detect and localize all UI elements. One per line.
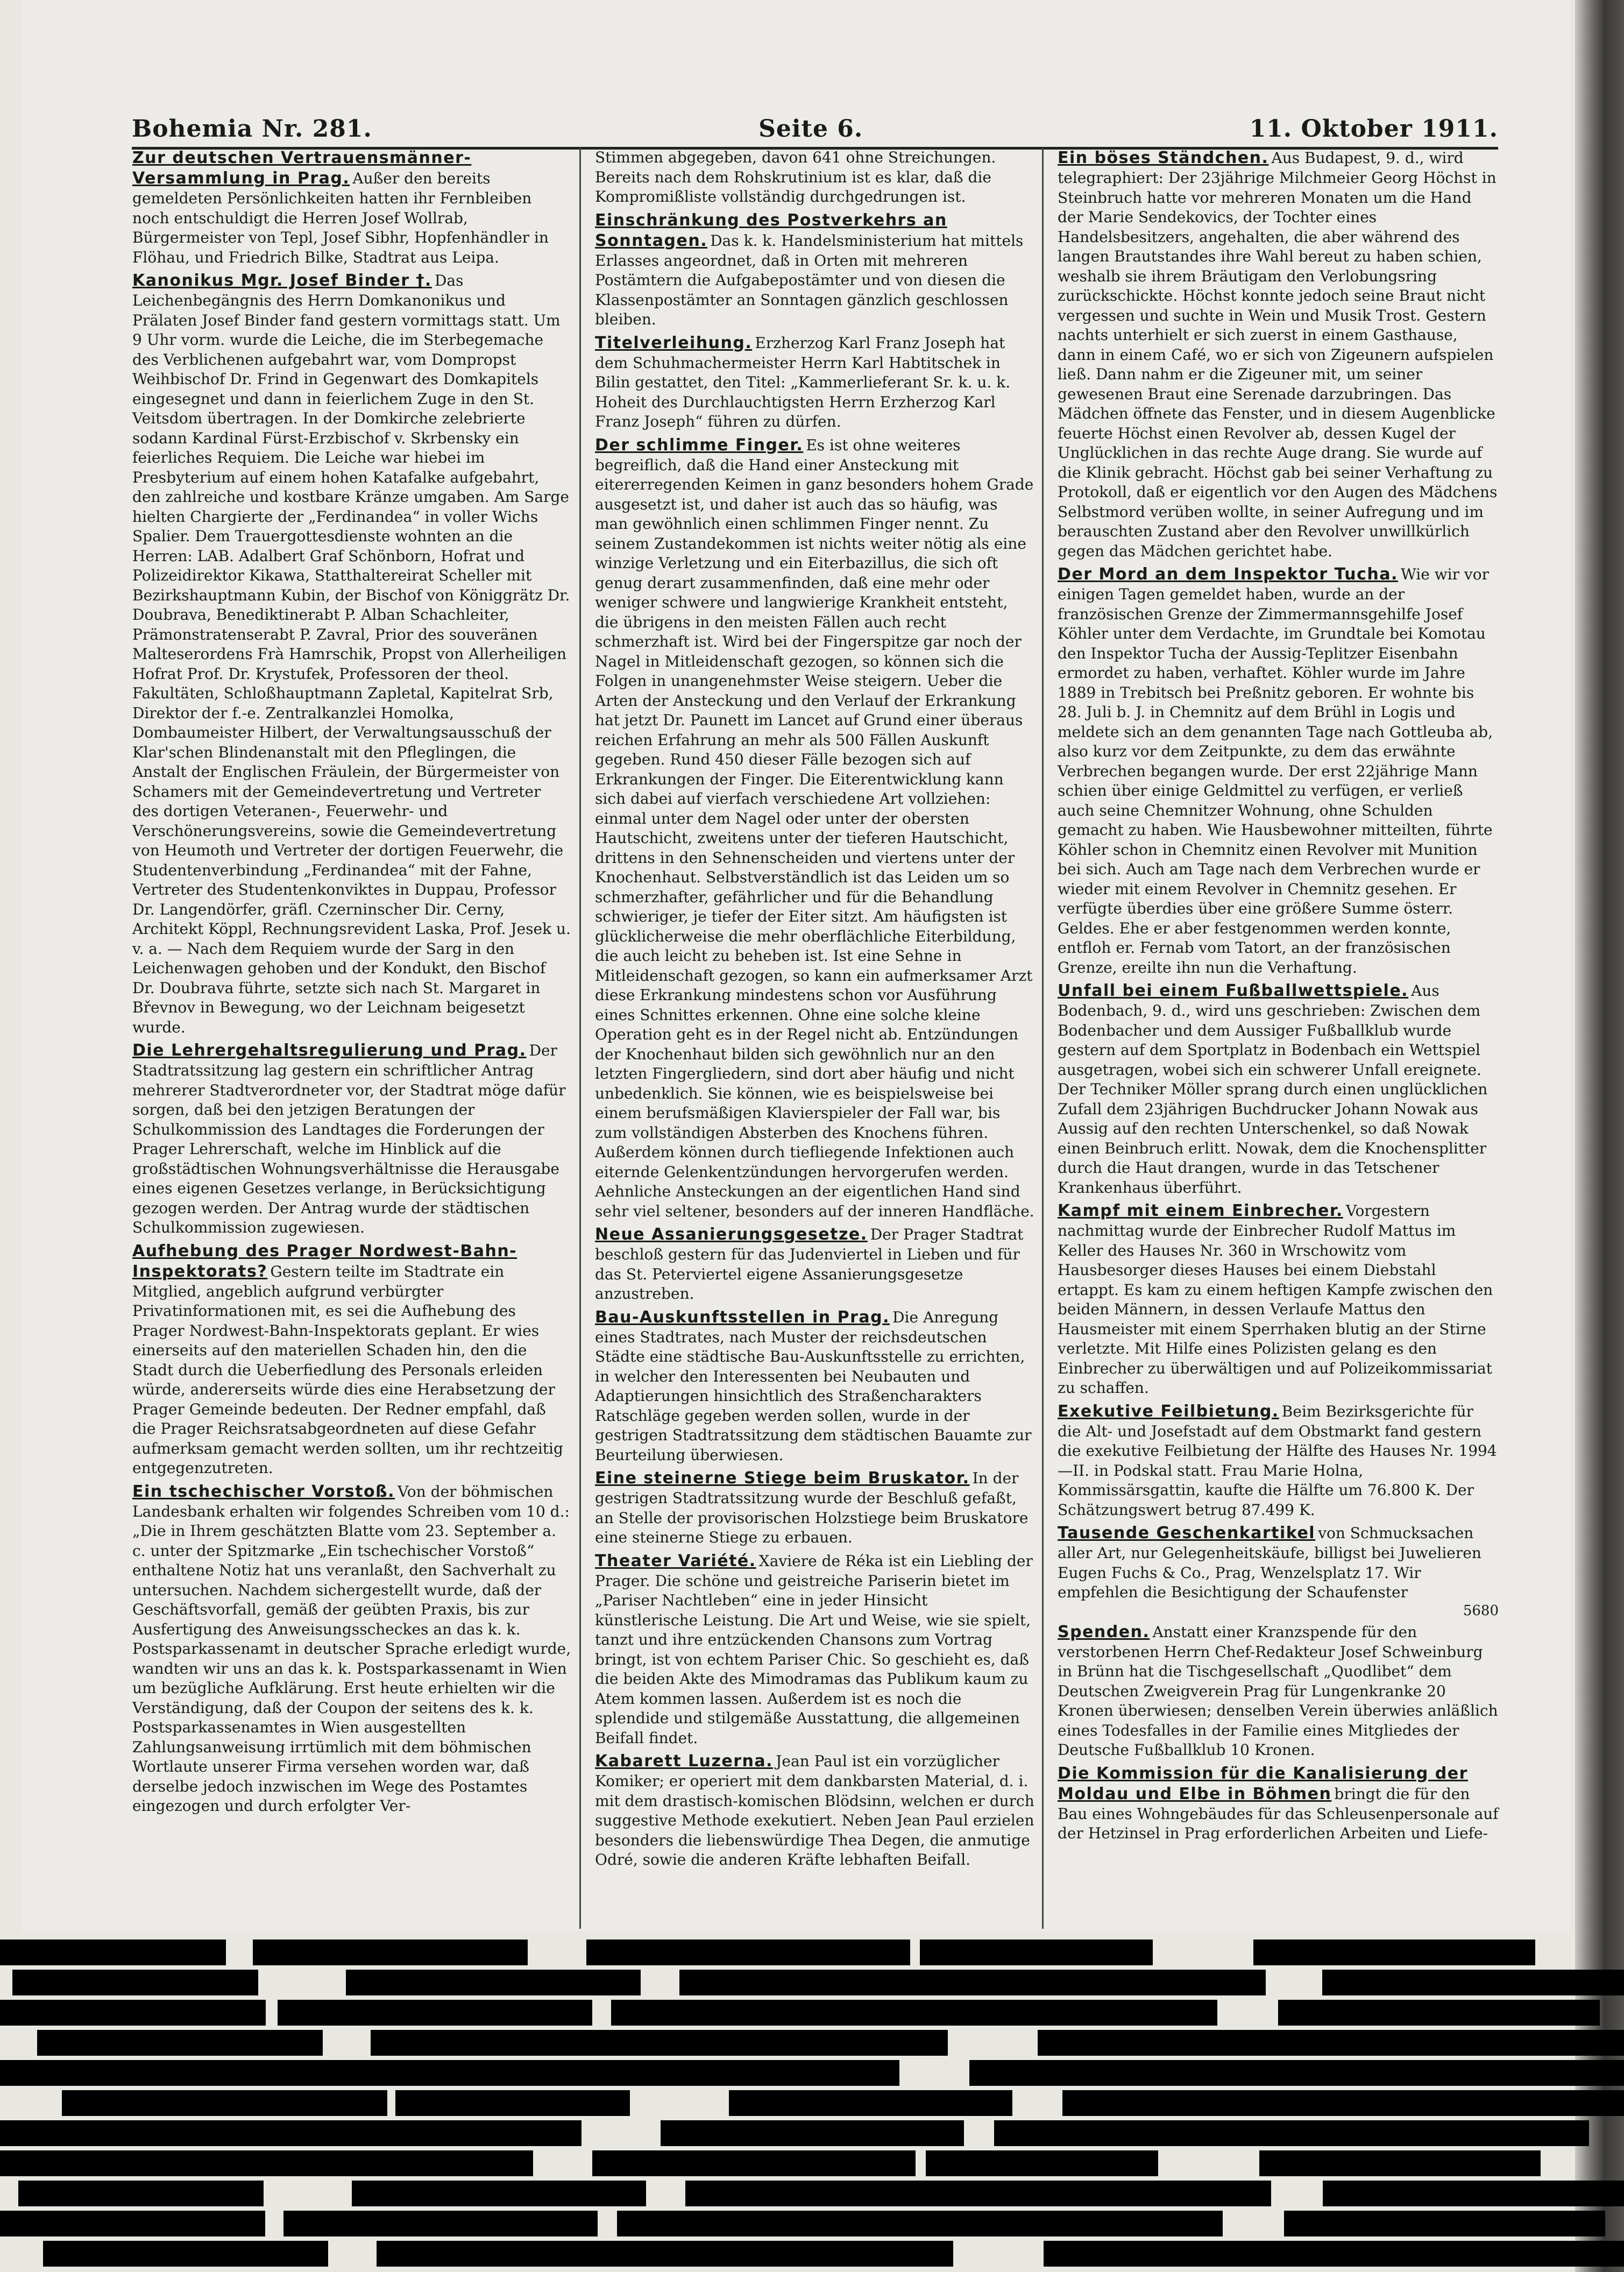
column-3 bbox=[1054, 148, 1506, 1929]
article-headline: Der Mord an dem Inspektor Tucha. bbox=[1058, 565, 1398, 584]
distortion-stripe bbox=[1328, 2120, 1589, 2146]
distortion-stripe bbox=[1322, 1970, 1624, 1995]
distortion-stripe bbox=[710, 2241, 953, 2267]
header-issue: Bohemia Nr. 281. bbox=[132, 115, 372, 143]
distortion-stripe bbox=[302, 2060, 657, 2086]
distortion-stripe bbox=[278, 2000, 592, 2026]
distortion-stripe bbox=[377, 2241, 711, 2267]
article bbox=[1058, 981, 1499, 1198]
article-headline: Spenden. bbox=[1058, 1622, 1150, 1641]
article-headline: Unfall bei einem Fußballwettspiele. bbox=[1058, 981, 1409, 1000]
distortion-stripe bbox=[1259, 2150, 1541, 2176]
distortion-stripe bbox=[1062, 2090, 1395, 2116]
article-body: Das k. k. Handelsministerium hat mittels Erlasses angeordnet, daß in Orten mit mehreren Postämtern die Aufgabepostämter und von diesen die Klassenpostämter an Sonntagen gänzlich geschlossen bleiben. bbox=[595, 231, 1024, 328]
article-body: Anstatt einer Kranzspende für den verstorbenen Herrn Chef-Redakteur Josef Schweinburg in Brünn hat die Tischgesellschaft „Quodlibet“ dem Deutschen Zweigverein Prag für Lungenkranke 20 Kronen überwiesen; denselben Verein überwies anläßlich eines Todesfalles in der Familie eines Mitgliedes der Deutsche Fußballklub 10 Kronen. bbox=[1058, 1623, 1498, 1759]
article bbox=[1058, 1402, 1499, 1520]
article-body: Aus Budapest, 9. d., wird telegraphiert: Der 23jährige Milchmeier Georg Höchst in Steinbruch hatte vor mehreren Monaten um die Hand der Marie Sendekovics, der Tochter eines Handelsbesitzers, angehalten, die aber während des langen Brautstandes ihre Wahl bereut zu haben schien, weshalb sie ihrem Bräutigam den Verlobungsring zurückschickte. Höchst konnte jedoch seine Braut nicht vergessen und suchte in Wein und Musik Trost. Gestern nachts unterhielt er sich zuerst in einem Gasthause, dann in einem Café, wo er sich von Zigeunern aufspielen ließ. Dann nahm er die Zigeuner mit, um seiner gewesenen Braut eine Serenade darzubringen. Das Mädchen öffnete das Fenster, und in diesem Augenblicke feuerte Höchst einen Revolver ab, dessen Kugel der Unglücklichen in das rechte Auge drang. Sie wurde auf die Klinik gebracht. Höchst gab bei seiner Verhaftung zu Protokoll, daß er eigentlich vor den Augen des Mädchens Selbstmord verüben wollte, in seiner Aufregung und im berauschten Zustand aber den Revolver unwillkürlich gegen das Mädchen gerichtet habe. bbox=[1058, 149, 1498, 560]
article-body: Von der böhmischen Landesbank erhalten wir folgendes Schreiben vom 10 d.: „Die in Ihrem geschätzten Blatte vom 23. September a. c. unter der Spitzmarke „Ein tschechischer Vorstoß“ enthaltene Notiz hat uns veranlaßt, den Sachverhalt zu untersuchen. Nachdem sichergestellt wurde, daß der Geschäftsvorfall, gemäß der geübten Praxis, bis zur Ausfertigung des Anweisungsscheckes an das k. k. Postsparkassenamt in deutscher Sprache erledigt wurde, wandten wir uns an das k. k. Postsparkassenamt in Wien um bezügliche Aufklärung. Erst heute erhielten wir die Verständigung, daß der Coupon der seitens des k. k. Postsparkassenamtes in Wien ausgestellten Zahlungsanweisung irrtümlich mit dem böhmischen Wortlaute unserer Firma versehen worden war, daß derselbe jedoch inzwischen im Wege des Postamtes eingezogen und durch erfolgter Ver- bbox=[132, 1482, 571, 1815]
article bbox=[132, 271, 572, 1037]
article-body: Gestern teilte im Stadtrate ein Mitglied, angeblich aufgrund verbürgter Privatinformationen mit, es sei die Aufhebung des Prager Nordwest-Bahn-Inspektorats geplant. Er wies einerseits auf den materiellen Schaden hin, den die Stadt durch die Ueberfiedlung des Personals erleiden würde, andererseits würde dies eine Herabsetzung der Prager Gemeinde bedeuten. Der Redner empfahl, daß die Prager Reichsratsabgeordneten auf diese Gefahr aufmerksam gemacht werden sollten, um ihr rechtzeitig entgegenzutreten. bbox=[132, 1262, 563, 1477]
distortion-stripe bbox=[0, 2211, 265, 2236]
distortion-stripe bbox=[951, 2211, 1223, 2236]
distortion-stripe bbox=[661, 2120, 964, 2146]
article bbox=[595, 1307, 1034, 1466]
distortion-stripe bbox=[1013, 1970, 1266, 1995]
distortion-stripe bbox=[371, 2030, 705, 2056]
article-headline: Die Lehrergehaltsregulierung und Prag. bbox=[132, 1041, 527, 1060]
column-2 bbox=[592, 148, 1044, 1929]
distortion-stripe bbox=[0, 2060, 306, 2086]
article bbox=[1058, 1764, 1499, 1844]
distortion-stripe bbox=[283, 2211, 598, 2236]
distortion-stripe bbox=[395, 2090, 630, 2116]
distortion-stripe bbox=[611, 2000, 975, 2026]
distortion-stripe bbox=[729, 2090, 1012, 2116]
article bbox=[595, 148, 1034, 207]
distortion-stripe bbox=[1284, 2211, 1605, 2236]
distortion-stripe bbox=[18, 2181, 264, 2206]
article-headline: Eine steinerne Stiege beim Bruskator. bbox=[595, 1469, 970, 1488]
article-body: von Schmucksachen aller Art, nur Gelegenheitskäufe, billigst bei Juwelieren Eugen Fuchs & Co., Prag, Wenzelsplatz 17. Wir empfehlen die Besichtigung der Schaufenster bbox=[1058, 1524, 1481, 1601]
article-headline: Ein böses Ständchen. bbox=[1058, 148, 1269, 167]
article-body: Der Stadtratssitzung lag gestern ein schriftlicher Antrag mehrerer Stadtverordneter vor, der Stadtrat möge dafür sorgen, daß bei den jetzigen Beratungen der Schulkommission des Landtages die Forderungen der Prager Lehrerschaft, welche im Hinblick auf die großstädtischen Wohnungsverhältnisse die Herausgabe eines eigenen Gesetzes verlange, in Berücksichtigung gezogen werden. Der Antrag wurde der städtischen Schulkommission zugewiesen. bbox=[132, 1042, 566, 1236]
page-header bbox=[132, 100, 1498, 150]
scan-distortion-band bbox=[0, 1940, 1624, 2272]
article bbox=[132, 1482, 572, 1816]
distortion-stripe bbox=[920, 1940, 1153, 1965]
article bbox=[595, 1468, 1034, 1548]
article bbox=[1058, 1622, 1499, 1760]
article-headline: Bau-Auskunftsstellen in Prag. bbox=[595, 1307, 890, 1327]
article bbox=[1058, 1201, 1499, 1398]
distortion-stripe bbox=[636, 2060, 899, 2086]
distortion-stripe bbox=[679, 1970, 1023, 1995]
distortion-stripe bbox=[1323, 2181, 1624, 2206]
distortion-stripe bbox=[1278, 2000, 1600, 2026]
distortion-stripe bbox=[592, 2150, 916, 2176]
article-body: Jean Paul ist ein vorzüglicher Komiker; er operiert mit dem dankbarsten Material, d. i. mit dem drastisch-komischen Blödsinn, welchen er durch suggestive Methode exekutiert. Neben Jean Paul erzielen besonders die liebenswürdige Thea Degen, die anmutige Odré, sowie die anderen Kräfte lebhaften Beifall. bbox=[595, 1752, 1034, 1868]
article-headline: Titelverleihung. bbox=[595, 333, 753, 352]
page-binding-shadow bbox=[1575, 0, 1624, 2272]
article-headline: Aufhebung des Prager Nordwest-Bahn-Inspektorats? bbox=[132, 1241, 517, 1281]
distortion-stripe bbox=[0, 1940, 226, 1965]
article-headline: Die Kommission für die Kanalisierung der Moldau und Elbe in Böhmen bbox=[1058, 1764, 1468, 1803]
article-body: Außer den bereits gemeldeten Persönlichkeiten hatten ihr Fernbleiben noch entschuldigt die Herren Josef Wollrab, Bürgermeister von Tepl, Josef Sibhr, Hopfenhändler in Flöhau, und Friedrich Bilke, Stadtrat aus Leipa. bbox=[132, 169, 549, 266]
article bbox=[1058, 1523, 1499, 1619]
header-date: 11. Oktober 1911. bbox=[1249, 115, 1498, 143]
distortion-stripe bbox=[586, 1940, 910, 1965]
article bbox=[132, 1241, 572, 1478]
distortion-stripe bbox=[926, 2150, 1158, 2176]
distortion-stripe bbox=[12, 1970, 258, 1995]
distortion-stripe bbox=[37, 2030, 323, 2056]
article-headline: Exekutive Feilbietung. bbox=[1058, 1402, 1279, 1421]
article-body: Xaviere de Réka ist ein Liebling der Prager. Die schöne und geistreiche Pariserin bietet im „Pariser Nachtleben“ eine in jeder Hinsicht künstlerische Leistung. Die Art und Weise, wie sie spielt, tanzt und ihre entzückenden Chansons zum Vortrag bringt, ist von echtem Pariser Chic. So geschieht es, daß die beiden Akte des Mimodramas das Publikum kaum zu Atem kommen lassen. Außerdem ist es noch die splendide und stilgemäße Ausstattung, die allgemeinen Beifall findet. bbox=[595, 1552, 1033, 1747]
article bbox=[132, 148, 572, 267]
article-body: Es ist ohne weiteres begreiflich, daß die Hand einer Ansteckung mit eitererregenden Keimen in ganz besonders hohem Grade ausgesetzt ist, und daher ist auch das so häufig, was man gewöhnlich einen schlimmen Finger nennt. Zu seinem Zustandekommen ist nichts weiter nötig als eine winzige Verletzung und ein Eiterbazillus, die sich oft genug derart zusammenfinden, daß eine mehr oder weniger schwere und langwierige Krankheit entsteht, die übrigens in den meisten Fällen auch recht schmerzhaft ist. Wird bei der Fingerspitze gar noch der Nagel in Mitleidenschaft gezogen, so können sich die Folgen in unangenehmster Weise steigern. Ueber die Arten der Ansteckung und den Verlauf der Erkrankung hat jetzt Dr. Paunett im Lancet auf Grund einer überaus reichen Erfahrung an mehr als 500 Fällen Auskunft gegeben. Rund 450 dieser Fälle bezogen sich auf Erkrankungen der Finger. Die Eiterentwicklung kann sich dabei auf vierfach verschiedene Art vollziehen: einmal unter dem Nagel oder unter der obersten Hautschicht, zweitens unter der tieferen Hautschicht, drittens in den Sehnenscheiden und viertens unter der Knochenhaut. Selbstverständlich ist das Leiden um so schmerzhafter, gefährlicher und für die Behandlung schwieriger, je tiefer der Eiter sitzt. Am häufigsten ist glücklicherweise die mehr oberflächliche Eiterbildung, die auch leicht zu beheben ist. Ist eine Sehne in Mitleidenschaft gezogen, so kann ein aufmerksamer Arzt diese Erkrankung mindestens schon vor Ausführung eines Schnittes erkennen. Ohne eine solche kleine Operation geht es in der Regel nicht ab. Entzündungen der Knochenhaut bilden sich gewöhnlich nur an den letzten Fingergliedern, sind dort aber häufig und nicht unbedenklich. Sie können, wie es beispielsweise bei einem berufsmäßigen Klavierspieler der Fall war, bis zum vollständigen Absterben des Knochens führen. Außerdem können durch tiefliegende Infektionen auch eiternde Gelenkentzündungen hervorgerufen werden. Aehnliche Ansteckungen an der eigentlichen Hand sind sehr viel seltener, besonders auf der inneren Handfläche. bbox=[595, 436, 1034, 1220]
article-body: Vorgestern nachmittag wurde der Einbrecher Rudolf Mattus im Keller des Hauses Nr. 360 in Wrschowitz vom Hausbesorger dieses Hauses bei einem Diebstahl ertappt. Es kam zu einem heftigen Kampfe zwischen den beiden Männern, in dessen Verlaufe Mattus den Hausmeister mit einem Sperrhaken blutig an der Stirne verletzte. Mit Hilfe eines Polizisten gelang es den Einbrecher zu überwältigen und auf Polizeikommissariat zu schaffen. bbox=[1058, 1202, 1493, 1397]
article-headline: Einschränkung des Postverkehrs an Sonntagen. bbox=[595, 210, 947, 250]
distortion-stripe bbox=[0, 2120, 345, 2146]
article-body: Aus Bodenbach, 9. d., wird uns geschrieben: Zwischen dem Bodenbacher und dem Aussiger Fußballklub wurde gestern auf dem Sportplatz in Bodenbach ein Wettspiel ausgetragen, wobei sich ein schwerer Unfall ereignete. Der Techniker Möller sprang durch einen unglücklichen Zufall dem 23jährigen Buchdrucker Johann Nowak aus Aussig auf den rechten Unterschenkel, so daß Nowak einen Beinbruch erlitt. Nowak, dem die Knochensplitter durch die Haut drangen, wurde in das Tetschener Krankenhaus überführt. bbox=[1058, 982, 1488, 1197]
article-body: Beim Bezirksgerichte für die Alt- und Josefstadt auf dem Obstmarkt fand gestern die exekutive Feilbietung der Hälfte des Hauses Nr. 1994—II. in Podskal statt. Frau Marie Holna, Kommissärsgattin, kaufte die Hälfte um 76.800 K. Der Schätzungswert betrug 87.499 K. bbox=[1058, 1402, 1497, 1519]
article bbox=[1058, 148, 1499, 561]
article bbox=[595, 333, 1034, 432]
article-headline: Theater Variété. bbox=[595, 1551, 756, 1570]
article-headline: Tausende Geschenkartikel bbox=[1058, 1524, 1316, 1542]
article bbox=[1058, 564, 1499, 978]
article bbox=[595, 1751, 1034, 1870]
article bbox=[595, 210, 1034, 330]
distortion-stripe bbox=[1263, 2060, 1624, 2086]
article-body: Wie wir vor einigen Tagen gemeldet haben, wurde an der französischen Grenze der Zimmermannsgehilfe Josef Köhler unter dem Verdachte, im Grundtale bei Komotau den Inspektor Tucha der Aussig-Teplitzer Eisenbahn ermordet zu haben, verhaftet. Köhler wurde im Jahre 1889 in Trebitsch bei Preßnitz geboren. Er wohnte bis 28. Juli b. J. in Chemnitz auf dem Brühl in Logis und meldete sich an dem genannten Tage nach Gottleuba ab, also kurz vor dem Zeitpunkte, zu dem das erwähnte Verbrechen begangen wurde. Der erst 22jährige Mann schien über einige Geldmittel zu verfügen, er verließ auch seine Chemnitzer Wohnung, ohne Schulden gemacht zu haben. Wie Hausbewohner mitteilten, führte Köhler schon in Chemnitz einen Revolver mit Munition bei sich. Auch am Tage nach dem Verbrechen wurde er wieder mit einem Revolver in Chemnitz gesehen. Er verfügte überdies über eine größere Summe österr. Geldes. Ehe er aber festgenommen werden konnte, entfloh er. Fernab vom Tatort, an der französischen Grenze, ereilte ihn nun die Verhaftung. bbox=[1058, 565, 1493, 976]
column-1 bbox=[129, 148, 581, 1929]
distortion-stripe bbox=[1382, 2090, 1624, 2116]
distortion-stripe bbox=[617, 2211, 980, 2236]
distortion-stripe bbox=[327, 2120, 581, 2146]
article-headline: Kanonikus Mgr. Josef Binder †. bbox=[132, 271, 432, 290]
article-body: Erzherzog Karl Franz Joseph hat dem Schuhmachermeister Herrn Karl Habtitschek in Bilin gestattet, den Titel: „Kammerlieferant Sr. k. u. k. Hoheit des Durchlauchtigsten Herrn Erzherzog Karl Franz Joseph“ führen zu dürfen. bbox=[595, 334, 1011, 430]
distortion-stripe bbox=[259, 2150, 533, 2176]
article bbox=[595, 1225, 1034, 1304]
article-body: Stimmen abgegeben, davon 641 ohne Streichungen. Bereits nach dem Rohskrutinium ist es klar, daß die Kompromißliste vollständig durchgedrungen ist. bbox=[595, 148, 996, 206]
distortion-stripe bbox=[346, 1970, 641, 1995]
header-page-number: Seite 6. bbox=[758, 115, 863, 143]
distortion-stripe bbox=[62, 2090, 387, 2116]
distortion-stripe bbox=[994, 2120, 1346, 2146]
distortion-stripe bbox=[352, 2181, 646, 2206]
distortion-stripe bbox=[1282, 2030, 1624, 2056]
distortion-stripe bbox=[685, 2181, 1029, 2206]
ad-number: 5680 bbox=[1463, 1602, 1499, 1619]
distortion-stripe bbox=[1019, 2181, 1271, 2206]
newspaper-page bbox=[22, 0, 1571, 1931]
article-headline: Ein tschechischer Vorstoß. bbox=[132, 1482, 395, 1501]
distortion-stripe bbox=[945, 2000, 1217, 2026]
article-headline: Neue Assanierungsgesetze. bbox=[595, 1225, 868, 1244]
distortion-stripe bbox=[253, 1940, 528, 1965]
distortion-stripe bbox=[969, 2060, 1282, 2086]
distortion-stripe bbox=[1283, 2241, 1624, 2267]
article-body: In der gestrigen Stadtratssitzung wurde der Beschluß gefaßt, an Stelle der provisorischen Holzstiege beim Bruskatore eine steinerne Stiege zu erbauen. bbox=[595, 1469, 1029, 1546]
distortion-stripe bbox=[0, 2000, 266, 2026]
article-body: Der Prager Stadtrat beschloß gestern für das Judenviertel in Lieben und für das St. Peterviertel eigene Assanierungsgesetze anzustreben. bbox=[595, 1226, 1024, 1303]
distortion-stripe bbox=[43, 2241, 328, 2267]
article-headline: Zur deutschen Vertrauensmänner-Versammlung in Prag. bbox=[132, 148, 472, 188]
distortion-stripe bbox=[704, 2030, 948, 2056]
article bbox=[132, 1041, 572, 1238]
article-body: bringt die für den Bau eines Wohngebäudes für das Schleusenpersonale auf der Hetzinsel in Prag erforderlichen Arbeiten und Liefe- bbox=[1058, 1785, 1499, 1842]
article-headline: Kampf mit einem Einbrecher. bbox=[1058, 1201, 1343, 1220]
article bbox=[595, 1551, 1034, 1749]
article-body: Das Leichenbegängnis des Herrn Domkanonikus und Prälaten Josef Binder fand gestern vormittags statt. Um 9 Uhr vorm. wurde die Leiche, die im Sterbegemache des Verblichenen aufgebahrt war, vom Dompropst Weihbischof Dr. Frind in Gegenwart des Domkapitels eingesegnet und dann in feierlichem Zuge in den St. Veitsdom übertragen. In der Domkirche zelebrierte sodann Kardinal Fürst-Erzbischof v. Skrbensky ein feierliches Requiem. Die Leiche war hiebei im Presbyterium auf einem hohen Katafalke aufgebahrt, den zahlreiche und kostbare Kränze umgaben. Am Sarge hielten Chargierte der „Ferdinandea“ in voller Wichs Spalier. Dem Trauergottesdienste wohnten an die Herren: LAB. Adalbert Graf Schönborn, Hofrat und Polizeidirektor Kikawa, Statthaltereirat Scheller mit Bezirkshauptmann Kubin, der Bischof von Königgrätz Dr. Doubrava, Benediktinerabt P. Alban Schachleiter, Prämonstratenserabt P. Zavral, Prior des souveränen Malteserordens Frà Hamrschik, Propst von Allerheiligen Hofrat Prof. Dr. Krystufek, Professoren der theol. Fakultäten, Schloßhauptmann Zapletal, Kapitelrat Srb, Direktor der f.-e. Zentralkanzlei Homolka, Dombaumeister Hilbert, der Verwaltungsausschuß der Klar'schen Blindenanstalt mit den Pfleglingen, die Anstalt der Englischen Fräulein, der Bürgermeister von Schamers mit der Gemeindevertretung und Vertreter des dortigen Veteranen-, Feuerwehr- und Verschönerungsvereins, sowie die Gemeindevertretung von Heumoth und Vertreter der dortigen Feuerwehr, die Studentenverbindung „Ferdinandea“ mit der Fahne, Vertreter des Studentenkonviktes in Duppau, Professor Dr. Langendörfer, gräfl. Czerninscher Dir. Cerny, Architekt Köppl, Rechnungsrevident Laska, Prof. Jesek u. v. a. — Nach dem Requiem wurde der Sarg in den Leichenwagen gehoben und der Kondukt, den Bischof Dr. Doubrava führte, setzte sich nach St. Margaret in Břevnov in Bewegung, wo der Leichnam beigesetzt wurde. bbox=[132, 272, 571, 1036]
distortion-stripe bbox=[1253, 1940, 1535, 1965]
article-body: Die Anregung eines Stadtrates, nach Muster der reichsdeutschen Städte eine städtische Bau-Auskunftsstelle zu errichten, in welcher den Interessenten bei Neubauten und Adaptierungen hinsichtlich des Straßencharakters Ratschläge gegeben werden sollen, wurde in der gestrigen Stadtratssitzung dem städtischen Bauamte zur Beurteilung überwiesen. bbox=[595, 1308, 1032, 1464]
article bbox=[595, 435, 1034, 1222]
article-headline: Kabarett Luzerna. bbox=[595, 1752, 774, 1771]
article-columns bbox=[129, 148, 1506, 1929]
article-headline: Der schlimme Finger. bbox=[595, 435, 804, 455]
